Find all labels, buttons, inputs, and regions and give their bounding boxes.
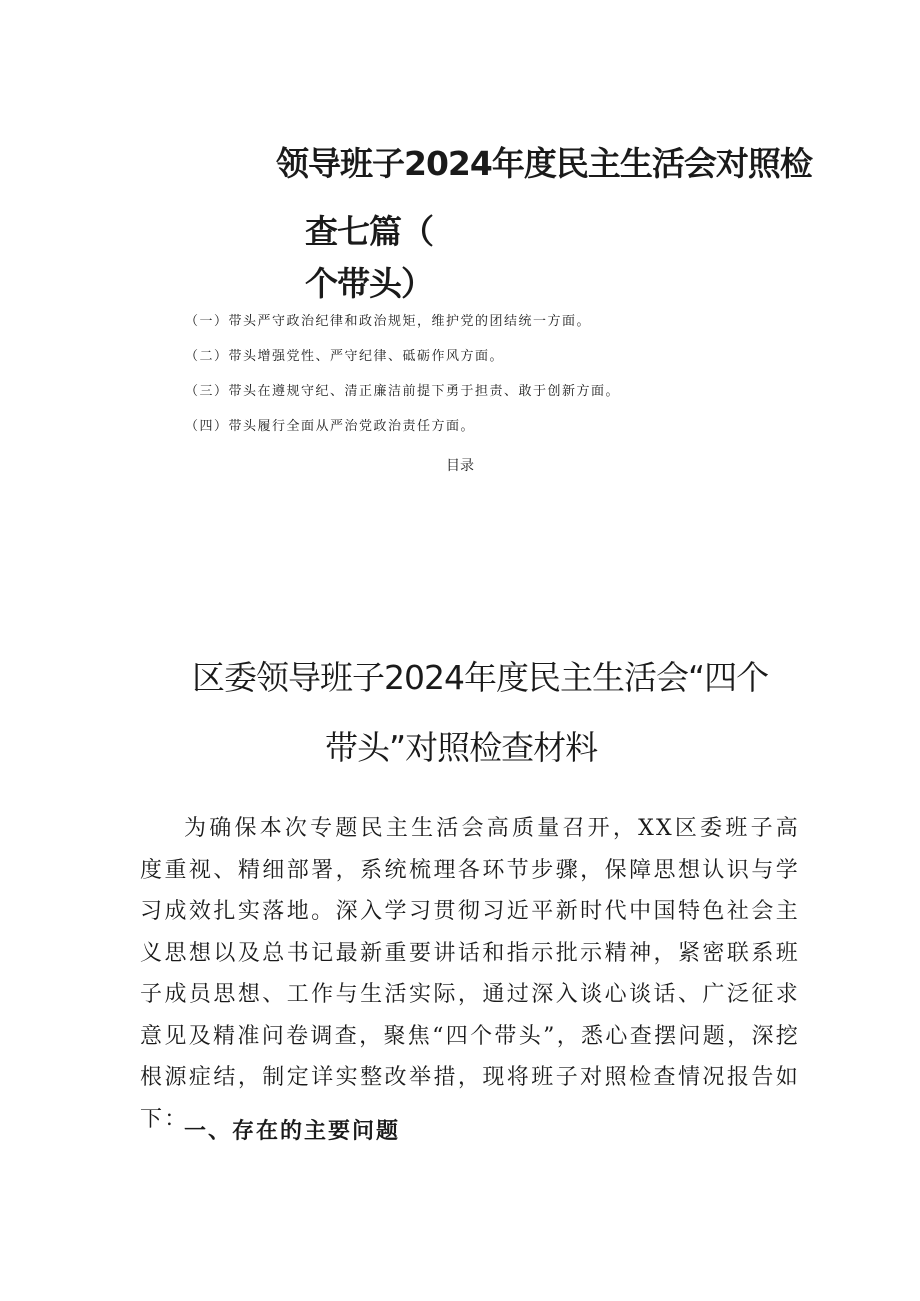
toc-item-1: （一）带头严守政治纪律和政治规矩，维护党的团结统一方面。 <box>185 314 592 329</box>
toc-item-3: （三）带头在遵规守纪、清正廉洁前提下勇于担责、敢于创新方面。 <box>185 384 621 399</box>
document-title-line-2: 查七篇（ <box>305 212 433 251</box>
section-title-line-2: 带头”对照检查材料 <box>325 728 598 767</box>
toc-item-2: （二）带头增强党性、严守纪律、砥砺作风方面。 <box>185 349 505 364</box>
intro-paragraph: 为确保本次专题民主生活会高质量召开，XX区委班子高度重视、精细部署，系统梳理各环节步骤，保障思想认识与学习成效扎实落地。深入学习贯彻习近平新时代中国特色社会主义思想以及总书记最新重要讲话和指示批示精神，紧密联系班子成员思想、工作与生活实际，通过深入谈心谈话、广泛征求意见及精准问卷调查，聚焦“四个带头”，悉心查摆问题，深挖根源症结，制定详实整改举措，现将班子对照检查情况报告如下： <box>140 816 800 1132</box>
section-heading-1: 一、存在的主要问题 <box>184 1118 401 1144</box>
document-title-line-1: 领导班子2024年度民主生活会对照检 <box>276 144 812 183</box>
document-title-line-3: 个带头） <box>305 264 433 303</box>
toc-item-4: （四）带头履行全面从严治党政治责任方面。 <box>185 419 476 434</box>
section-title-line-1: 区委领导班子2024年度民主生活会“四个 <box>192 658 769 697</box>
toc-heading: 目录 <box>446 458 474 474</box>
